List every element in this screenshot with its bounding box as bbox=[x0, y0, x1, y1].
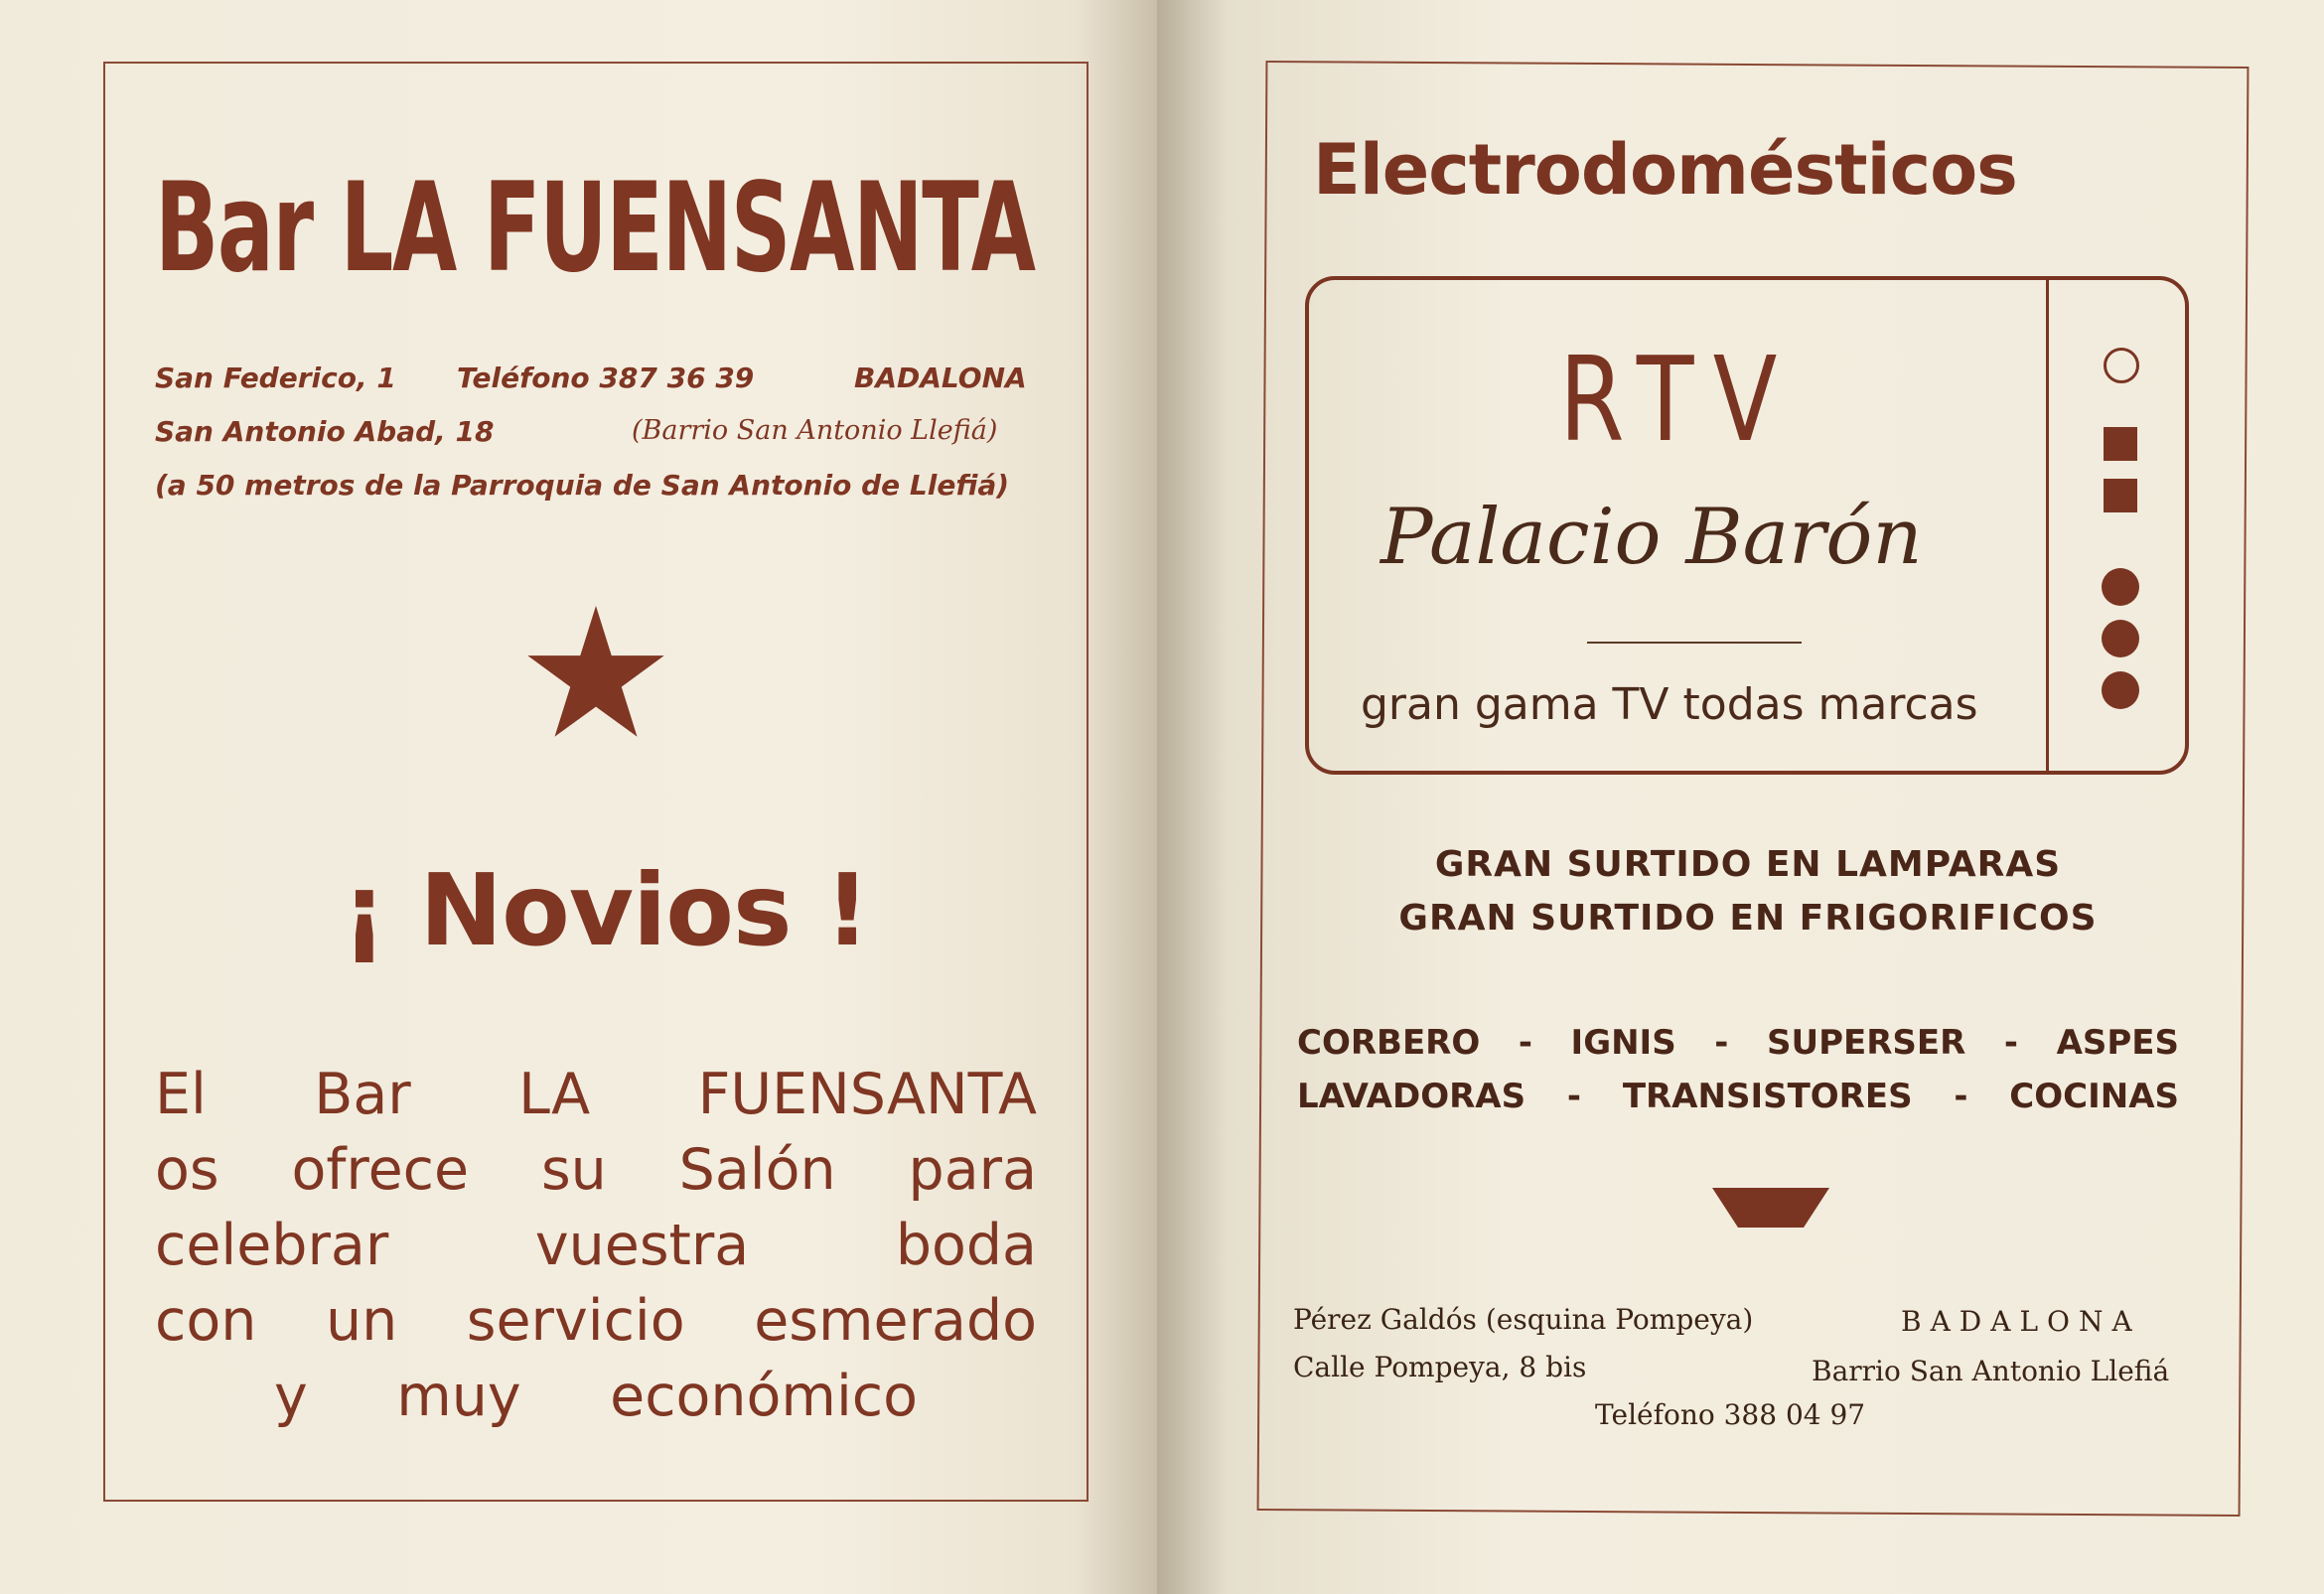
bar-title: Bar LA FUENSANTA bbox=[155, 157, 1035, 300]
footer-district: Barrio San Antonio Llefiá bbox=[1812, 1355, 2170, 1387]
brands-line-1: CORBERO - IGNIS - SUPERSER - ASPES bbox=[1297, 1023, 2179, 1063]
offer-line-3: celebrar vuestra boda bbox=[155, 1213, 1037, 1278]
offer-line-2: os ofrece su Salón para bbox=[155, 1137, 1037, 1203]
tv-knob-dot-icon bbox=[2102, 671, 2139, 709]
address-note: (a 50 metros de la Parroquia de San Antonio de Llefiá) bbox=[155, 469, 1010, 502]
surtido-lamparas: GRAN SURTIDO EN LAMPARAS bbox=[1434, 844, 2062, 885]
footer-phone: Teléfono 388 04 97 bbox=[1595, 1398, 1866, 1431]
brands-line-2: LAVADORAS - TRANSISTORES - COCINAS bbox=[1297, 1077, 2179, 1116]
offer-line-5: y muy económico bbox=[274, 1364, 918, 1429]
tv-knob-dot-icon bbox=[2102, 568, 2139, 606]
tv-knob-dot-icon bbox=[2102, 620, 2139, 657]
address-street-2: San Antonio Abad, 18 bbox=[155, 415, 495, 448]
novios-headline: ¡ Novios ! bbox=[342, 852, 869, 968]
address-district: (Barrio San Antonio Llefiá) bbox=[632, 415, 998, 446]
triangle-down-icon bbox=[1712, 1188, 1829, 1228]
footer-address-2: Calle Pompeya, 8 bis bbox=[1293, 1351, 1587, 1383]
star-icon bbox=[524, 606, 667, 741]
address-city: BADALONA bbox=[854, 362, 1027, 394]
tv-button-square-icon bbox=[2104, 479, 2137, 512]
electro-title: Electrodomésticos bbox=[1313, 129, 2017, 211]
offer-line-4: con un servicio esmerado bbox=[155, 1288, 1037, 1354]
tv-divider bbox=[2046, 280, 2049, 773]
address-street-1: San Federico, 1 bbox=[155, 362, 396, 394]
footer-city: BADALONA bbox=[1901, 1305, 2141, 1338]
tv-knob-ring-icon bbox=[2104, 348, 2139, 383]
rtv-logo: RTV bbox=[1559, 331, 1797, 468]
shop-name: Palacio Barón bbox=[1380, 493, 1923, 582]
address-phone: Teléfono 387 36 39 bbox=[457, 362, 755, 394]
surtido-frigorificos: GRAN SURTIDO EN FRIGORIFICOS bbox=[1398, 898, 2098, 939]
footer-address-1: Pérez Galdós (esquina Pompeya) bbox=[1293, 1303, 1754, 1336]
tv-tagline: gran gama TV todas marcas bbox=[1361, 679, 1978, 730]
tv-underline bbox=[1587, 642, 1802, 644]
tv-button-square-icon bbox=[2104, 427, 2137, 461]
offer-line-1: El Bar LA FUENSANTA bbox=[155, 1062, 1037, 1127]
